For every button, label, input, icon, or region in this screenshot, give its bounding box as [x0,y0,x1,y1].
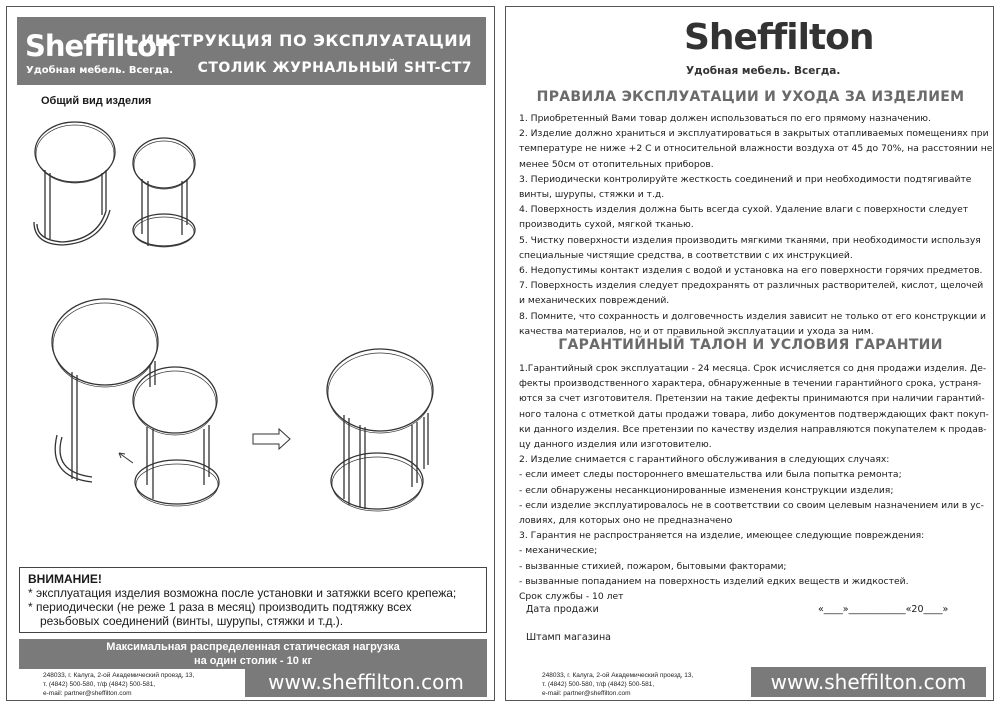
brand-tagline: Удобная мебель. Всегда. [686,65,841,77]
instruction-page [6,6,495,701]
max-load-value: на один столик - 10 кг [193,655,313,667]
warranty-line: - если изделие эксплуатировалось не в соответствии со своим целевым назначением или в ус- [519,499,984,511]
website-link[interactable]: www.sheffilton.com [751,667,986,697]
warranty-line: 2. Изделие снимается с гарантийного обслуживания в следующих случаях: [519,454,890,466]
warranty-line: - если имеет следы постороннего вмешательства или была попытка ремонта; [519,469,902,481]
rules-line: 5. Чистку поверхности изделия производить мягкими тканями, при необходимости используя [519,234,981,246]
sale-date-label: Дата продажи [526,604,599,615]
max-load-bar [19,639,487,669]
assembly-large-table [52,299,158,482]
rules-line: производить сухой, мягкой тканью. [519,219,694,231]
phone-line: т. (4842) 500-580, т/ф (4842) 500-581, [542,681,655,688]
rules-line: температуре не ниже +2 С и относительной влажности воздуха от 45 до 70%, на расстоянии не [519,143,993,155]
attention-box [19,567,487,633]
warranty-line: ются за счет изготовителя. Претензии на такие дефекты принимаются при наличии гарантий- [519,393,985,405]
rules-line: винты, шурупы, стяжки и т.д. [519,189,665,201]
warranty-terms [519,361,989,604]
instruction-header [17,17,486,85]
warranty-line: - вызванные попаданием на поверхность изделий едких веществ и жидкостей. [519,575,909,587]
rules-line: 2. Изделие должно храниться и эксплуатироваться в закрытых отапливаемых помещениях при [519,128,989,140]
warranty-line: - механические; [519,545,598,557]
company-address [542,671,693,698]
insert-arrow-icon [119,453,133,463]
store-stamp-label: Штамп магазина [526,632,611,643]
address-line: 248033, г. Калуга, 2-ой Академический проезд, 13, [542,672,694,679]
small-table-drawing [133,138,195,247]
brand-logo: Sheffilton [684,17,874,58]
rules-line: 8. Помните, что сохранность и долговечность изделия зависит не только от его конструкции и [519,310,986,322]
warranty-line: ки данного изделия. Все претензии по качеству изделия направляются покупателем к продав- [519,423,987,435]
assembly-arrow-icon [253,429,290,449]
company-address [43,671,194,698]
website-link[interactable]: www.sheffilton.com [245,667,487,697]
rules-line: качества материалов, но и от правильной эксплуатации и ухода за ним. [519,325,874,337]
overview-label: Общий вид изделия [41,95,152,107]
nested-tables-drawing [327,349,433,511]
address-line: 248033, г. Калуга, 2-ой Академический проезд, 13, [43,672,195,679]
warranty-line: ного талона с отметкой даты продажи товара, либо документов подтверждающих факт покуп- [519,408,989,420]
warranty-line: 1.Гарантийный срок эксплуатации - 24 месяца. Срок исчисляется со дня продажи изделия. Де- [519,363,987,374]
instruction-title: ИНСТРУКЦИЯ ПО ЭКСПЛУАТАЦИИ [140,31,472,50]
attention-line: * периодически (не реже 1 раза в месяц) производить подтяжку всех [28,600,412,614]
rules-line: специальные чистящие средства, в соответствии с их инструкцией. [519,249,853,261]
rules-heading: ПРАВИЛА ЭКСПЛУАТАЦИИ И УХОДА ЗА ИЗДЕЛИЕМ [536,89,965,105]
service-life: Срок службы - 10 лет [519,591,624,603]
warranty-line: - если обнаружены несанкционированные изменения конструкции изделия; [519,484,894,496]
product-title: СТОЛИК ЖУРНАЛЬНЫЙ SHT-CT7 [197,60,472,76]
sale-date-field[interactable]: «____»____________«20____» [818,604,949,615]
warranty-line: ловиях, для которых оно не предназначено [519,515,733,527]
max-load-line: Максимальная распределенная статическая нагрузка [106,641,400,653]
attention-line: резьбовых соединений (винты, шурупы, стяжки и т.д.). [40,614,344,628]
rules-line: менее 50см от отопительных приборов. [519,158,714,170]
rules-line: и механических повреждений. [519,295,670,307]
rules-list [519,111,993,339]
large-table-drawing [34,122,115,245]
warranty-line: 3. Гарантия не распространяется на изделие, имеющее следующие повреждения: [519,530,925,542]
warranty-line: фекты производственного характера, обнаруженные в течении гарантийного срока, устраня- [519,378,982,390]
attention-line: * эксплуатация изделия возможна после установки и затяжки всего крепежа; [28,586,457,600]
rules-line: 4. Поверхность изделия должна быть всегда сухой. Удаление влаги с поверхности следует [519,204,969,216]
warranty-heading: ГАРАНТИЙНЫЙ ТАЛОН И УСЛОВИЯ ГАРАНТИИ [558,337,943,353]
attention-title: ВНИМАНИЕ! [28,572,102,586]
brand-logo: Sheffilton [25,29,176,63]
rules-line: 3. Периодически контролируйте жесткость соединений и при необходимости подтягивайте [519,173,972,185]
assembly-small-table [133,367,219,506]
product-illustration [7,107,496,557]
rules-line: 7. Поверхность изделия следует предохранять от различных растворителей, кислот, щелочей [519,280,984,292]
rules-line: 6. Недопустимы контакт изделия с водой и установка на его поверхности горячих предметов. [519,265,983,277]
rules-line: 1. Приобретенный Вами товар должен использоваться по его прямому назначению. [519,113,931,124]
email-line: e-mail: partner@sheffilton.com [542,690,631,697]
email-line: e-mail: partner@sheffilton.com [43,690,132,697]
brand-tagline: Удобная мебель. Всегда. [26,65,174,76]
warranty-page [505,6,994,701]
warranty-line: цу данного изделия или изготовителю. [519,439,712,451]
phone-line: т. (4842) 500-580, т/ф (4842) 500-581, [43,681,156,688]
warranty-line: - вызванные стихией, пожаром, бытовыми факторами; [519,560,787,572]
